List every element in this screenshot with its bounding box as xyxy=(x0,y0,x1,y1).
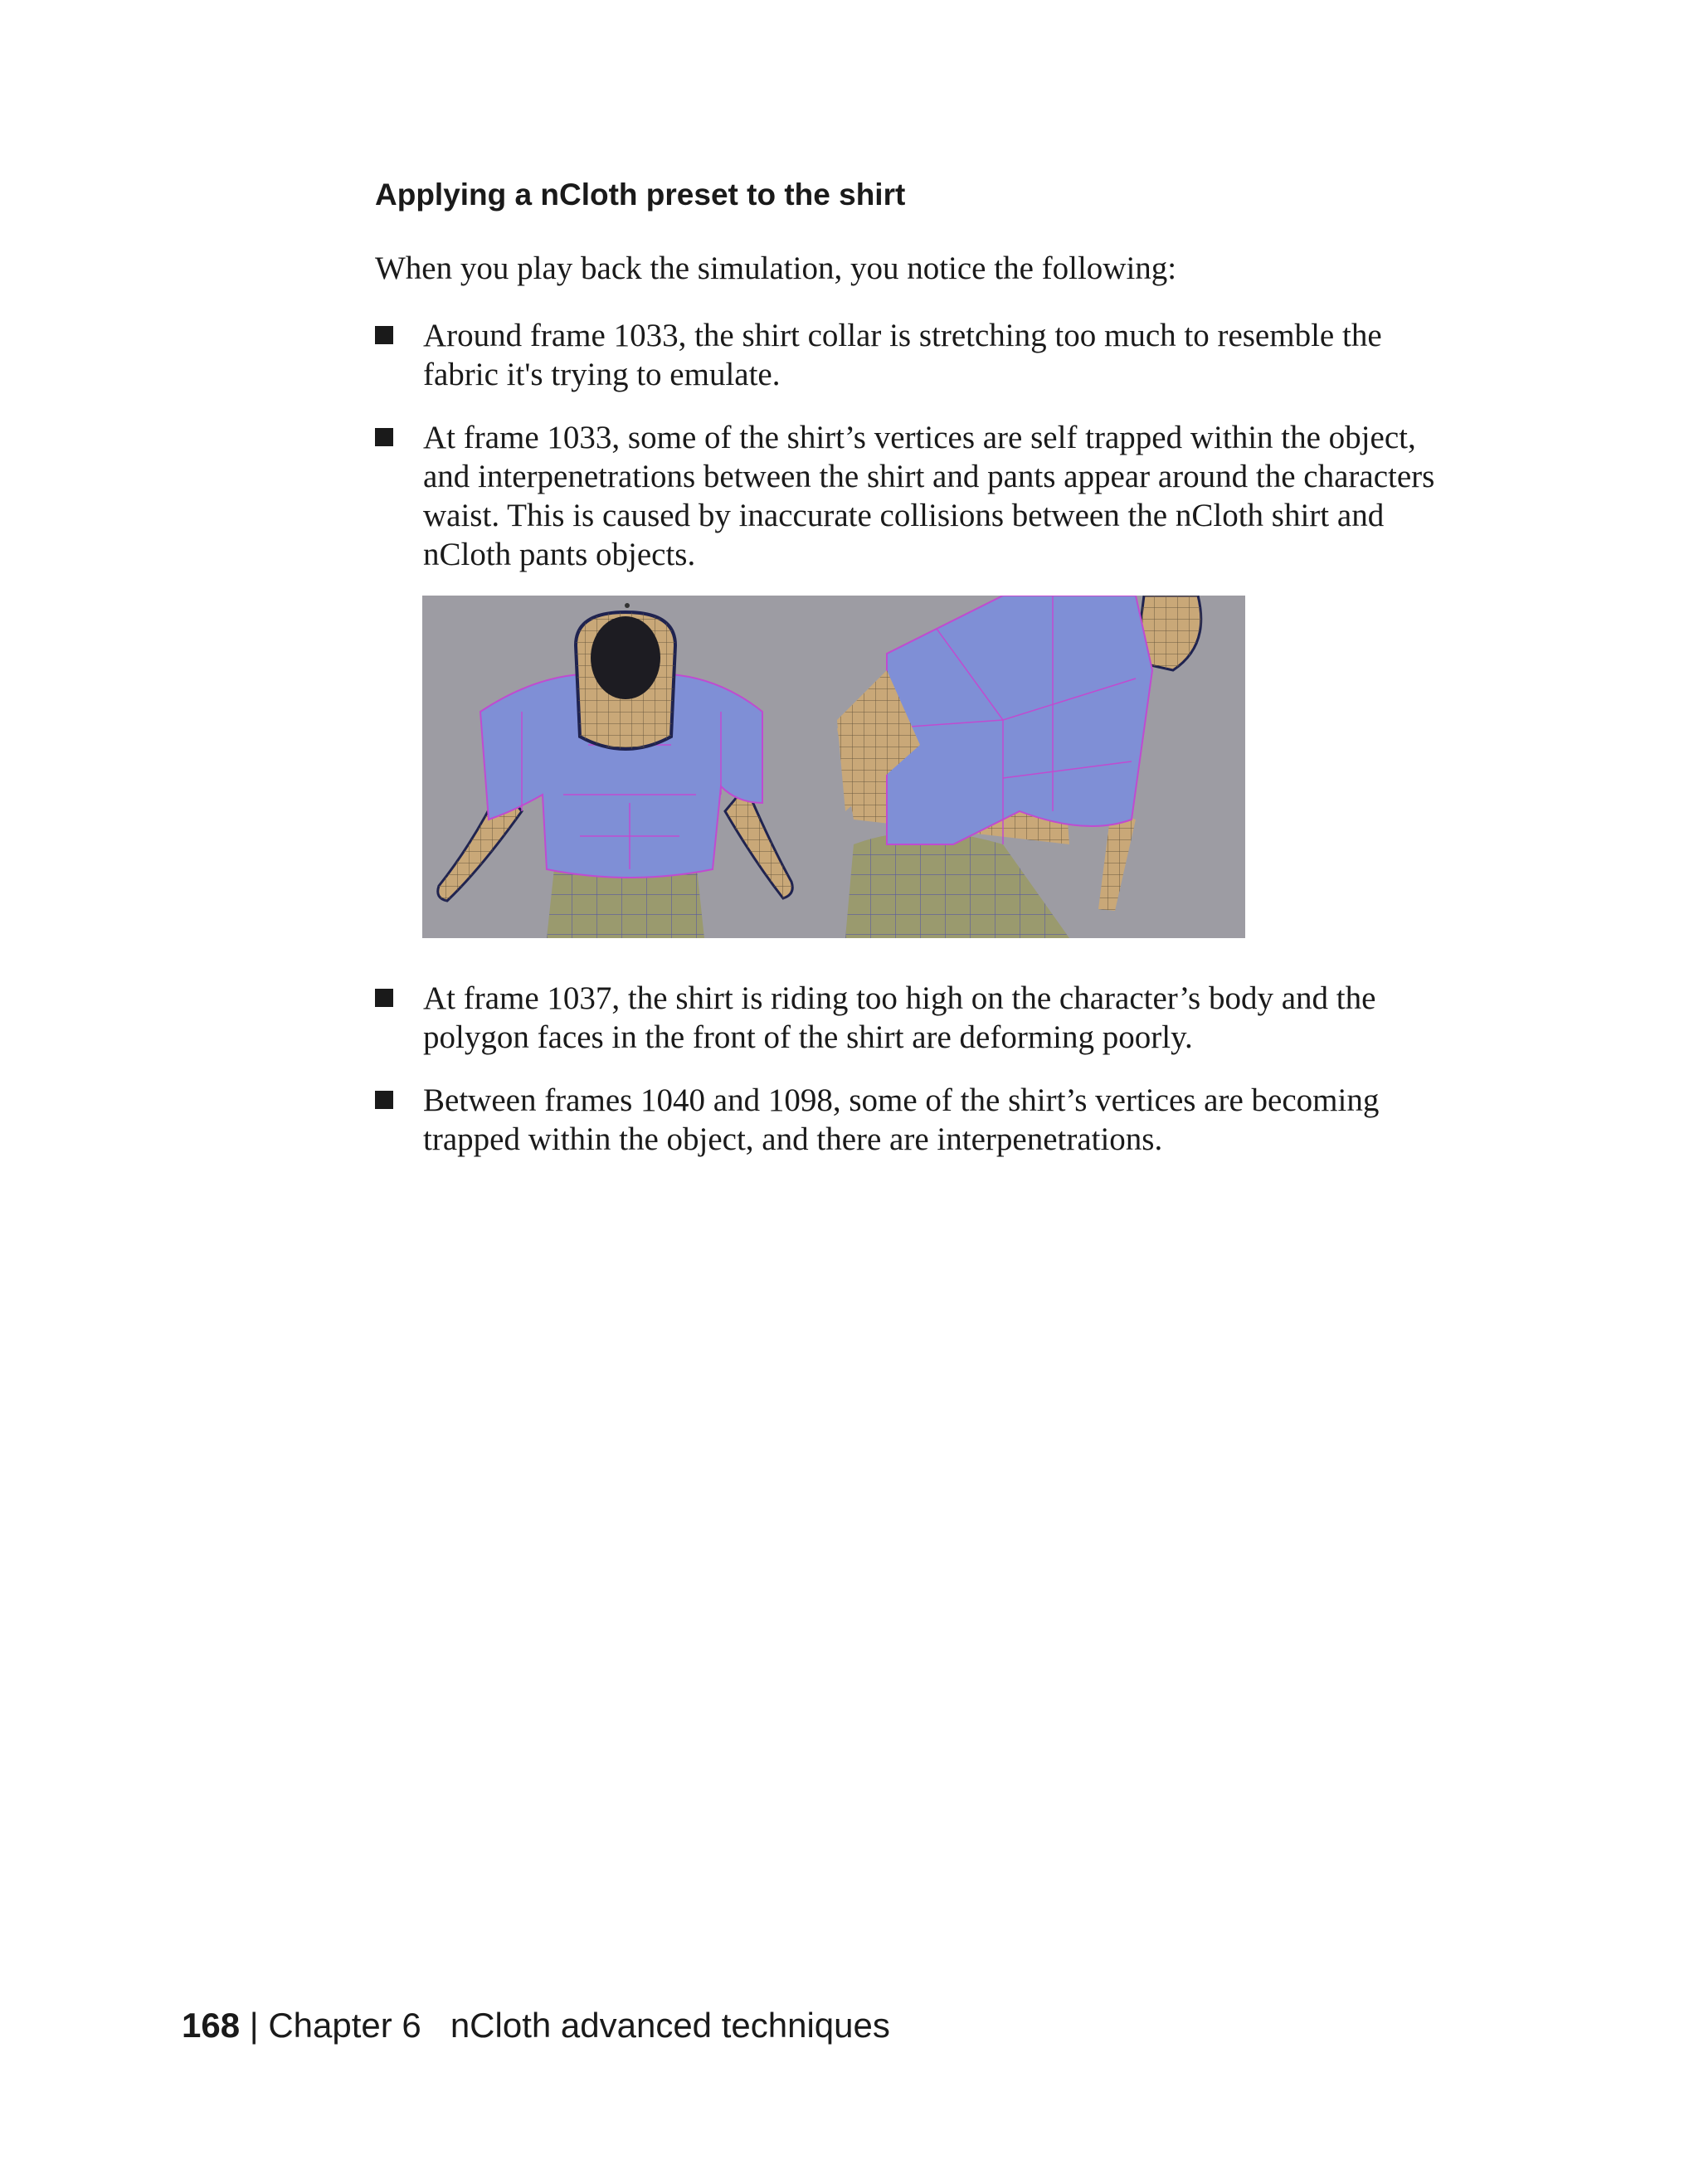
character-renders xyxy=(422,596,1245,938)
square-bullet-icon xyxy=(375,326,393,344)
simulation-figure xyxy=(422,596,1245,938)
list-item xyxy=(375,418,1453,574)
page-footer xyxy=(182,2002,890,2049)
page-number: 168 xyxy=(182,2006,241,2045)
chapter-label: Chapter 6 xyxy=(268,2006,421,2045)
bullet-list-after-figure xyxy=(375,979,1453,1183)
list-item xyxy=(375,1081,1453,1159)
list-item-text: At frame 1033, some of the shirt’s vertices are self trapped within the object, and interpenetrations between the shirt and pants appear around the characters waist. This is caused by inaccurate collisions between the nCloth shirt and nCloth pants objects. xyxy=(423,420,1435,572)
square-bullet-icon xyxy=(375,1091,393,1109)
list-item xyxy=(375,979,1453,1057)
front-view-render xyxy=(438,603,793,938)
list-item-text: Around frame 1033, the shirt collar is stretching too much to resemble the fabric it's trying to emulate. xyxy=(423,318,1382,392)
list-item-text: At frame 1037, the shirt is riding too high on the character’s body and the polygon faces in the front of the shirt are deforming poorly. xyxy=(423,980,1376,1055)
bullet-list-before-figure xyxy=(375,316,1453,598)
square-bullet-icon xyxy=(375,428,393,446)
square-bullet-icon xyxy=(375,989,393,1007)
footer-separator: | xyxy=(249,2006,259,2045)
side-view-render xyxy=(837,596,1201,938)
intro-paragraph: When you play back the simulation, you notice the following: xyxy=(375,251,1177,286)
list-item-text: Between frames 1040 and 1098, some of the shirt’s vertices are becoming trapped within the object, and there are interpenetrations. xyxy=(423,1082,1380,1157)
chapter-title: nCloth advanced techniques xyxy=(450,2006,890,2045)
list-item xyxy=(375,316,1453,394)
section-heading: Applying a nCloth preset to the shirt xyxy=(375,178,906,212)
